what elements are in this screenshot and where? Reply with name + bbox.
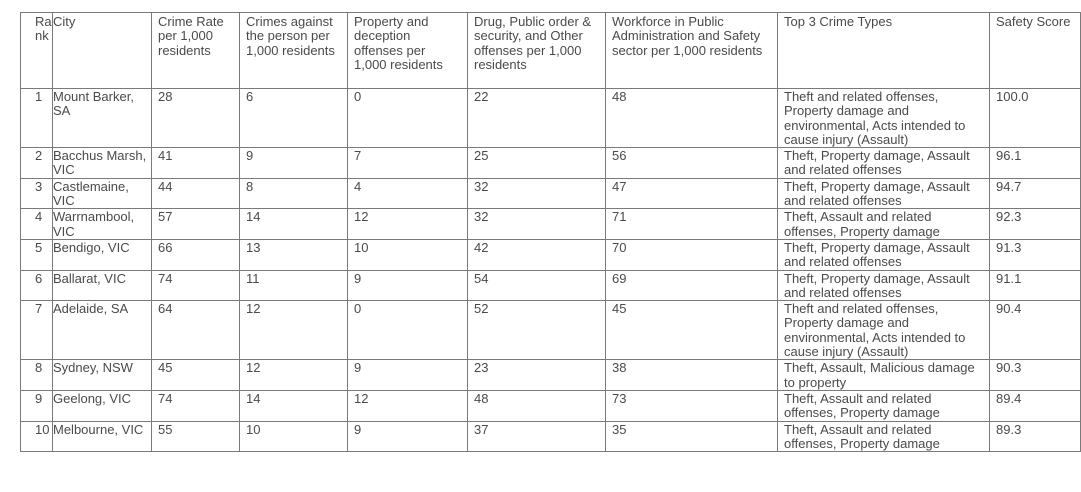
cell-drug-public-order: 48	[468, 390, 606, 421]
cell-city: Bendigo, VIC	[53, 239, 152, 270]
cell-top3-crime-types: Theft, Assault and related offenses, Property damage	[778, 209, 990, 240]
cell-rank: 1	[21, 89, 53, 148]
cell-rank: 6	[21, 270, 53, 301]
cell-city: Sydney, NSW	[53, 360, 152, 391]
cell-city: Bacchus Marsh, VIC	[53, 148, 152, 179]
cell-crime-rate: 74	[152, 270, 240, 301]
cell-city: Geelong, VIC	[53, 390, 152, 421]
cell-drug-public-order: 25	[468, 148, 606, 179]
table-row	[21, 421, 1081, 452]
cell-crimes-against-person: 14	[240, 390, 348, 421]
header-safety-score: Safety Score	[990, 13, 1081, 89]
cell-safety-score: 94.7	[990, 178, 1081, 209]
cell-drug-public-order: 37	[468, 421, 606, 452]
cell-city: Warrnambool, VIC	[53, 209, 152, 240]
cell-workforce: 56	[606, 148, 778, 179]
cell-drug-public-order: 42	[468, 239, 606, 270]
cell-rank: 9	[21, 390, 53, 421]
cell-safety-score: 100.0	[990, 89, 1081, 148]
cell-top3-crime-types: Theft, Property damage, Assault and related offenses	[778, 270, 990, 301]
cell-drug-public-order: 32	[468, 178, 606, 209]
header-crime-rate: Crime Rate per 1,000 residents	[152, 13, 240, 89]
cell-crime-rate: 57	[152, 209, 240, 240]
cell-crime-rate: 44	[152, 178, 240, 209]
cell-crime-rate: 45	[152, 360, 240, 391]
cell-crime-rate: 55	[152, 421, 240, 452]
cell-property-offenses: 4	[348, 178, 468, 209]
cell-safety-score: 90.3	[990, 360, 1081, 391]
cell-property-offenses: 9	[348, 270, 468, 301]
cell-rank: 4	[21, 209, 53, 240]
cell-rank: 7	[21, 301, 53, 360]
cell-safety-score: 89.3	[990, 421, 1081, 452]
cell-property-offenses: 0	[348, 89, 468, 148]
cell-crimes-against-person: 6	[240, 89, 348, 148]
table-frame	[20, 12, 1071, 492]
cell-workforce: 47	[606, 178, 778, 209]
cell-workforce: 69	[606, 270, 778, 301]
cell-crimes-against-person: 13	[240, 239, 348, 270]
table-row	[21, 89, 1081, 148]
cell-crime-rate: 74	[152, 390, 240, 421]
cell-crime-rate: 41	[152, 148, 240, 179]
cell-safety-score: 92.3	[990, 209, 1081, 240]
city-safety-table	[20, 12, 1081, 452]
cell-safety-score: 96.1	[990, 148, 1081, 179]
table-row	[21, 360, 1081, 391]
table-row	[21, 270, 1081, 301]
cell-crimes-against-person: 11	[240, 270, 348, 301]
header-city: City	[53, 13, 152, 89]
header-rank: Rank	[21, 13, 53, 89]
cell-crimes-against-person: 14	[240, 209, 348, 240]
cell-crimes-against-person: 12	[240, 301, 348, 360]
table-row	[21, 209, 1081, 240]
cell-drug-public-order: 23	[468, 360, 606, 391]
cell-city: Castlemaine, VIC	[53, 178, 152, 209]
cell-top3-crime-types: Theft, Assault and related offenses, Property damage	[778, 421, 990, 452]
cell-crimes-against-person: 10	[240, 421, 348, 452]
table-row	[21, 178, 1081, 209]
cell-top3-crime-types: Theft and related offenses, Property damage and environmental, Acts intended to cause injury (Assault)	[778, 89, 990, 148]
cell-drug-public-order: 52	[468, 301, 606, 360]
table-row	[21, 148, 1081, 179]
cell-crime-rate: 66	[152, 239, 240, 270]
cell-workforce: 45	[606, 301, 778, 360]
cell-property-offenses: 0	[348, 301, 468, 360]
cell-workforce: 73	[606, 390, 778, 421]
cell-top3-crime-types: Theft, Property damage, Assault and related offenses	[778, 148, 990, 179]
cell-property-offenses: 7	[348, 148, 468, 179]
table-row	[21, 301, 1081, 360]
cell-property-offenses: 12	[348, 209, 468, 240]
cell-property-offenses: 10	[348, 239, 468, 270]
cell-city: Melbourne, VIC	[53, 421, 152, 452]
cell-city: Adelaide, SA	[53, 301, 152, 360]
header-crimes-against-person: Crimes against the person per 1,000 residents	[240, 13, 348, 89]
cell-crime-rate: 28	[152, 89, 240, 148]
cell-top3-crime-types: Theft, Assault and related offenses, Property damage	[778, 390, 990, 421]
cell-drug-public-order: 54	[468, 270, 606, 301]
cell-rank: 10	[21, 421, 53, 452]
cell-drug-public-order: 32	[468, 209, 606, 240]
cell-crimes-against-person: 8	[240, 178, 348, 209]
cell-workforce: 70	[606, 239, 778, 270]
header-workforce: Workforce in Public Administration and Safety sector per 1,000 residents	[606, 13, 778, 89]
cell-city: Mount Barker, SA	[53, 89, 152, 148]
cell-workforce: 48	[606, 89, 778, 148]
cell-workforce: 35	[606, 421, 778, 452]
cell-workforce: 71	[606, 209, 778, 240]
cell-crimes-against-person: 9	[240, 148, 348, 179]
cell-property-offenses: 9	[348, 360, 468, 391]
cell-rank: 5	[21, 239, 53, 270]
cell-city: Ballarat, VIC	[53, 270, 152, 301]
cell-workforce: 38	[606, 360, 778, 391]
cell-property-offenses: 9	[348, 421, 468, 452]
cell-crime-rate: 64	[152, 301, 240, 360]
header-drug-public-order: Drug, Public order & security, and Other offenses per 1,000 residents	[468, 13, 606, 89]
header-top3-crime-types: Top 3 Crime Types	[778, 13, 990, 89]
cell-property-offenses: 12	[348, 390, 468, 421]
cell-rank: 8	[21, 360, 53, 391]
cell-rank: 3	[21, 178, 53, 209]
table-row	[21, 390, 1081, 421]
cell-crimes-against-person: 12	[240, 360, 348, 391]
cell-safety-score: 90.4	[990, 301, 1081, 360]
cell-safety-score: 89.4	[990, 390, 1081, 421]
cell-top3-crime-types: Theft, Property damage, Assault and related offenses	[778, 178, 990, 209]
table-row	[21, 239, 1081, 270]
cell-rank: 2	[21, 148, 53, 179]
cell-top3-crime-types: Theft, Assault, Malicious damage to property	[778, 360, 990, 391]
cell-top3-crime-types: Theft, Property damage, Assault and related offenses	[778, 239, 990, 270]
cell-safety-score: 91.3	[990, 239, 1081, 270]
cell-safety-score: 91.1	[990, 270, 1081, 301]
header-row	[21, 13, 1081, 89]
cell-drug-public-order: 22	[468, 89, 606, 148]
cell-top3-crime-types: Theft and related offenses, Property damage and environmental, Acts intended to cause injury (Assault)	[778, 301, 990, 360]
header-property-offenses: Property and deception offenses per 1,000 residents	[348, 13, 468, 89]
